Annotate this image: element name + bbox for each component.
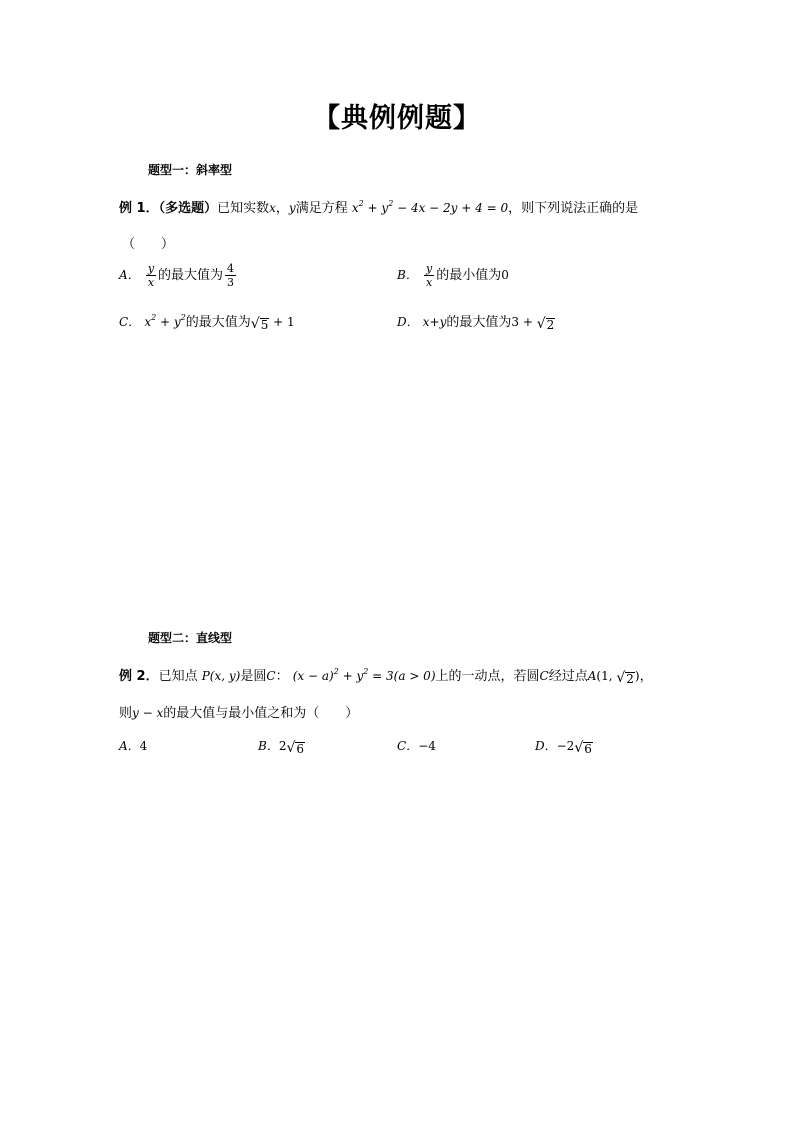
- page-title: 【典例例题】: [313, 103, 481, 134]
- option-c: [119, 311, 295, 332]
- option-label: B．: [397, 268, 418, 282]
- fraction-y-over-x: $\frac{y}{x}$: [147, 262, 155, 289]
- sqrt-expression: √ 5: [250, 316, 269, 332]
- question-text: 满足方程: [295, 201, 348, 216]
- option-text: 的最大值为: [185, 315, 251, 330]
- question-text: 经过点: [548, 669, 588, 684]
- option-b: [258, 737, 305, 756]
- circle-name: C: [266, 669, 276, 683]
- example-1-tag: （多选题）: [158, 201, 218, 216]
- expression: x+y: [422, 315, 447, 329]
- option-value: + 1: [269, 315, 295, 329]
- option-label: C．: [119, 315, 141, 329]
- option-label: D．: [397, 315, 419, 329]
- circle-name: C: [539, 669, 549, 683]
- option-label: C．: [397, 739, 419, 753]
- option-value: 4: [139, 739, 148, 753]
- example-1-question: [119, 197, 638, 216]
- question-text: ，: [639, 669, 653, 684]
- question-text: 的最大值与最小值之和为（ ）: [163, 706, 359, 721]
- example-2-question: [119, 665, 653, 686]
- section-heading-line: 题型二：直线型: [148, 631, 233, 645]
- answer-paren: （ ）: [122, 237, 175, 252]
- option-a: [119, 262, 238, 289]
- option-b: [397, 262, 509, 289]
- option-value: −4: [418, 739, 436, 753]
- option-label: D．: [535, 739, 557, 753]
- sqrt-expression: √ 6: [574, 740, 592, 756]
- fraction-value: $\frac{4}{3}$: [227, 262, 235, 289]
- math-var: y: [288, 201, 296, 215]
- option-text: 的最大值为: [158, 268, 224, 283]
- question-text: 则: [119, 706, 133, 721]
- question-text: 已知实数: [217, 201, 270, 216]
- option-label: A．: [119, 739, 140, 753]
- sqrt-expression: √ 6: [286, 740, 305, 756]
- circle-equation: $(x - a)^2 + y^2 = 3(a > 0)$: [292, 667, 436, 683]
- option-value: 2: [278, 739, 287, 753]
- option-value: 3 +: [511, 315, 537, 329]
- option-value: 0: [501, 268, 509, 282]
- example-1-label: 例 1．: [119, 201, 159, 216]
- option-label: A．: [119, 268, 140, 282]
- question-text: ：: [275, 669, 289, 684]
- example-2-question-line2: [119, 702, 358, 721]
- expression: $x^2 + y^2$: [144, 313, 186, 329]
- question-text: 已知点: [158, 669, 198, 684]
- option-d: [397, 311, 555, 332]
- point-a: A(1, √ 2 ): [587, 669, 640, 686]
- circle-equation: $x^2 + y^2 - 4x - 2y + 4 = 0$: [351, 199, 509, 215]
- question-text: 上的一动点，若圆: [435, 669, 540, 684]
- fraction-y-over-x: $\frac{y}{x}$: [425, 262, 433, 289]
- option-d: [535, 737, 593, 756]
- sqrt-expression: √ 2: [536, 316, 555, 332]
- question-text: ，: [275, 201, 289, 216]
- question-text: ，则下列说法正确的是: [508, 201, 639, 216]
- expression: y − x: [132, 706, 164, 720]
- question-text: 是圆: [240, 669, 267, 684]
- section-heading-slope: 题型一：斜率型: [148, 163, 233, 177]
- math-var: x: [269, 201, 276, 215]
- option-a: [119, 737, 147, 754]
- option-c: [397, 737, 436, 754]
- option-value: −2: [556, 739, 575, 753]
- point-p: P(x, y): [201, 669, 241, 683]
- option-text: 的最小值为: [436, 268, 502, 283]
- option-text: 的最大值为: [446, 315, 512, 330]
- option-label: B．: [258, 739, 279, 753]
- example-2-label: 例 2．: [119, 669, 159, 684]
